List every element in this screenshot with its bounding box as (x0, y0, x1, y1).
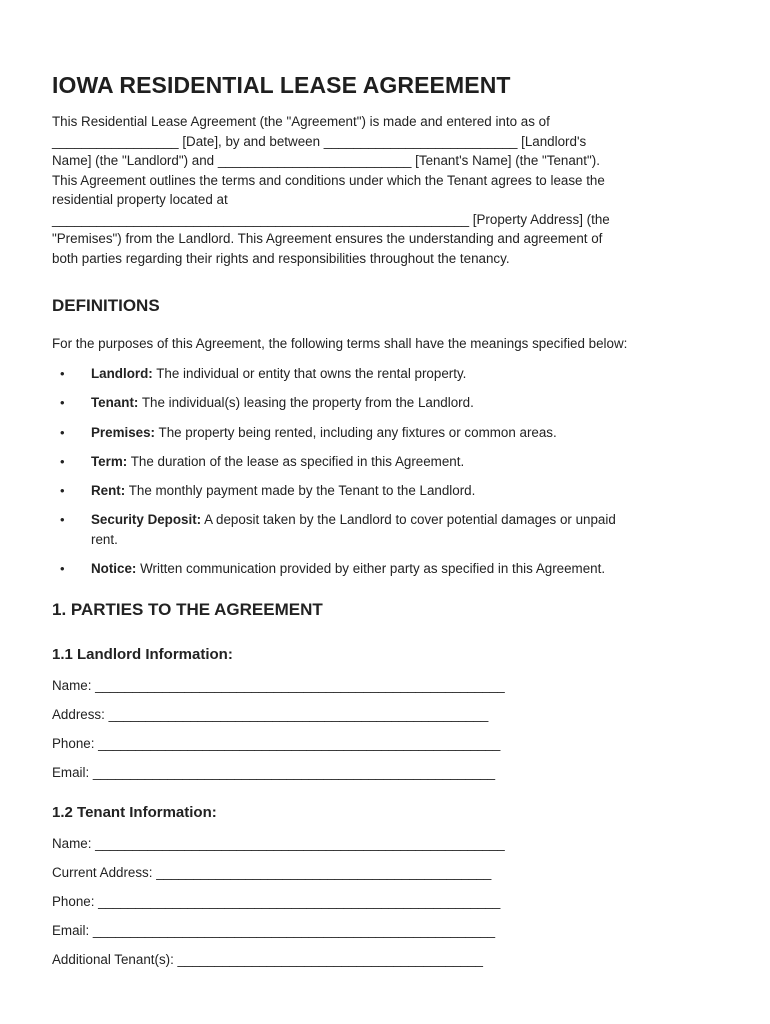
definition-text-continued: rent. (91, 531, 118, 547)
definitions-heading: DEFINITIONS (52, 296, 160, 315)
document-page (52, 70, 732, 969)
landlord-address-field: Address: ___________________________________________________ (52, 706, 489, 722)
definition-term: Landlord: (91, 366, 153, 381)
bullet-icon: • (60, 395, 65, 411)
landlord-email-field: Email: ______________________________________________________ (52, 764, 496, 780)
tenant-email-field: Email: ______________________________________________________ (52, 922, 496, 938)
definition-item-rent (52, 481, 732, 501)
definition-term: Tenant: (91, 395, 139, 411)
definition-item-notice (52, 559, 732, 579)
bullet-icon: • (60, 512, 65, 528)
definition-text: Written communication provided by either party as specified in this Agreement. (136, 561, 606, 577)
definition-text: The individual(s) leasing the property from the Landlord. (138, 395, 474, 411)
intro-line: ________________________________________________________ [Property Address] (the (52, 211, 610, 227)
intro-line: both parties regarding their rights and responsibilities throughout the tenancy. (52, 250, 510, 266)
document-title: IOWA RESIDENTIAL LEASE AGREEMENT (52, 72, 511, 98)
bullet-icon: • (60, 561, 65, 577)
intro-paragraph (52, 112, 732, 268)
intro-line: "Premises") from the Landlord. This Agreement ensures the understanding and agreement of (52, 231, 603, 246)
tenant-phone-field: Phone: ______________________________________________________ (52, 893, 501, 909)
definition-term: Rent: (91, 483, 126, 499)
landlord-info-heading: 1.1 Landlord Information: (52, 645, 233, 663)
intro-line: _________________ [Date], by and between __________________________ [Landlord's (52, 133, 587, 149)
landlord-phone-field: Phone: ______________________________________________________ (52, 735, 501, 751)
tenant-name-field: Name: _______________________________________________________ (52, 835, 505, 851)
definition-term: Premises: (91, 424, 156, 440)
definition-item-premises (52, 423, 732, 443)
intro-line: residential property located at (52, 192, 228, 207)
bullet-icon: • (60, 483, 65, 499)
definitions-list (52, 364, 732, 579)
intro-line: This Residential Lease Agreement (the "Agreement") is made and entered into as of (52, 114, 550, 129)
definition-item-security-deposit (52, 510, 732, 549)
definition-text: A deposit taken by the Landlord to cover potential damages or unpaid (201, 512, 616, 528)
definition-text: The duration of the lease as specified in this Agreement. (127, 453, 465, 469)
definition-item-term (52, 452, 732, 472)
definition-item-landlord (52, 364, 732, 384)
tenant-current-address-field: Current Address: _____________________________________________ (52, 864, 492, 880)
definition-text: The monthly payment made by the Tenant to the Landlord. (125, 483, 476, 499)
definition-term: Security Deposit: (91, 512, 202, 528)
landlord-name-field: Name: _______________________________________________________ (52, 677, 505, 693)
intro-line: Name] (the "Landlord") and __________________________ [Tenant's Name] (the "Tenant"). (52, 153, 600, 168)
additional-tenants-field: Additional Tenant(s): _________________________________________ (52, 951, 483, 967)
definition-term: Notice: (91, 561, 137, 577)
definitions-lead: For the purposes of this Agreement, the following terms shall have the meanings specified below: (52, 336, 628, 351)
definition-item-tenant (52, 393, 732, 413)
tenant-info-heading: 1.2 Tenant Information: (52, 803, 217, 821)
definition-text: The individual or entity that owns the rental property. (152, 366, 467, 381)
definition-term: Term: (91, 453, 128, 469)
definition-text: The property being rented, including any fixtures or common areas. (155, 424, 557, 440)
bullet-icon: • (60, 453, 65, 469)
bullet-icon: • (60, 424, 65, 440)
bullet-icon: • (60, 366, 65, 381)
intro-line: This Agreement outlines the terms and conditions under which the Tenant agrees to lease the (52, 172, 605, 188)
parties-heading: 1. PARTIES TO THE AGREEMENT (52, 599, 323, 619)
